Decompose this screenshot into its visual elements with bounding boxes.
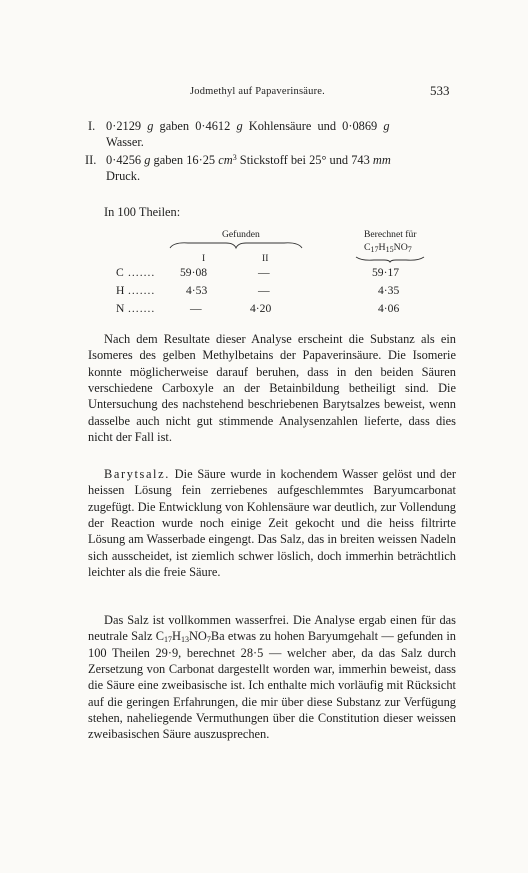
- in-100-label: In 100 Theilen:: [104, 205, 181, 219]
- found-header: Gefunden: [222, 229, 260, 240]
- row-dots: .......: [128, 266, 156, 279]
- calc-header: Berechnet für: [364, 229, 417, 240]
- text: Stickstoff bei 25° und 743: [239, 153, 370, 167]
- running-title: Jodmethyl auf Papaverinsäure.: [190, 86, 325, 97]
- section-heading: Barytsalz.: [104, 467, 170, 481]
- value: 0·2129: [106, 119, 142, 133]
- row-value-ii: 4·20: [250, 302, 272, 315]
- row-calc: 59·17: [372, 266, 400, 279]
- unit: g: [144, 153, 151, 167]
- unit: g: [147, 119, 154, 133]
- calc-formula: $C_{17}H_{15}NO_7$: [364, 242, 412, 254]
- entry-text: [106, 118, 458, 151]
- entry-number: II.: [85, 153, 97, 167]
- entry-text: [106, 152, 458, 185]
- paragraph-text: etwas zu hohen Baryumgehalt — gefunden in 100 Theilen 29·9, berechnet 28·5 — welcher aber, da das Salz durch Zersetzung von Carbonat dargestellt worden war, immerhin beweist, dass die Säure eine zweibasische ist. Ich enthalte mich vorläufig mit Rücksicht auf die geringen Erfahrungen, die mir über diese Substanz zur Verfügung stehen, naheliegende Vermuthungen über die Constitution dieser weissen zweibasischen Säure auszusprechen.: [88, 629, 456, 742]
- row-value-ii: —: [258, 266, 270, 279]
- entry-line-2: Wasser.: [106, 135, 144, 150]
- row-value-i: 59·08: [180, 266, 208, 279]
- row-value-i: 4·53: [186, 284, 208, 297]
- row-calc: 4·06: [378, 302, 400, 315]
- entry-number: I.: [88, 119, 96, 133]
- page-number: 533: [430, 83, 450, 98]
- found-brace: [168, 240, 304, 250]
- paragraph-text: Das Salz ist vollkommen wasserfrei. Die Analyse ergab einen für das neutrale Salz: [88, 613, 456, 644]
- row-value-ii: —: [258, 284, 270, 297]
- row-element: N: [116, 302, 125, 315]
- salt-formula: $C_{17}H_{13}NO_7Ba$: [155, 629, 225, 645]
- paragraph-text: Nach dem Resultate dieser Analyse erscheint die Substanz als ein Isomeres des gelben Methylbetains der Papaverinsäure. Die Isomerie konnte möglicherweise darauf beruhen, dass in den beiden Säuren verschiedene Carboxyle an der Betainbildung betheiligt sind. Die Untersuchung des nachstehend beschriebenen Barytsalzes beweist, wenn dasselbe auch nicht gut stimmende Analysenzahlen lieferte, dass dies nicht der Fall ist.: [88, 332, 456, 445]
- row-value-i: —: [190, 302, 202, 315]
- entry-line-2: Druck.: [106, 169, 141, 184]
- superscript: 3: [232, 153, 237, 162]
- col-i-header: I: [202, 253, 206, 264]
- calc-brace: [354, 255, 426, 263]
- col-ii-header: II: [262, 253, 269, 264]
- unit: g: [383, 119, 390, 133]
- row-dots: .......: [128, 284, 156, 297]
- value: 0·4256: [106, 153, 142, 167]
- row-element: C: [116, 266, 124, 279]
- paragraph-1: [88, 331, 456, 445]
- text: gaben 16·25: [153, 153, 216, 167]
- paragraph-text: Die Säure wurde in kochendem Wasser gelöst und der heissen Lösung fein zerriebenes aufgeschlemmtes Baryumcarbonat zugefügt. Die Entwicklung von Kohlensäure war deutlich, zur Vollendung der Reaction wurde noch einige Zeit gekocht und die heiss filtrirte Lösung am Wasserbade eingengt. Das Salz, das in breiten weissen Nadeln sich ausscheidet, ist ziemlich schwer löslich, doch immerhin beträchtlich leichter als die freie Säure.: [88, 467, 456, 580]
- text: Kohlensäure und 0·0869: [248, 119, 378, 133]
- paragraph-3: [88, 612, 456, 743]
- unit: mm: [372, 153, 391, 167]
- row-calc: 4·35: [378, 284, 400, 297]
- row-dots: .......: [128, 302, 156, 315]
- unit: cm: [218, 153, 233, 167]
- unit: g: [236, 119, 243, 133]
- row-element: H: [116, 284, 125, 297]
- paragraph-2: [88, 466, 456, 580]
- text: gaben 0·4612: [159, 119, 231, 133]
